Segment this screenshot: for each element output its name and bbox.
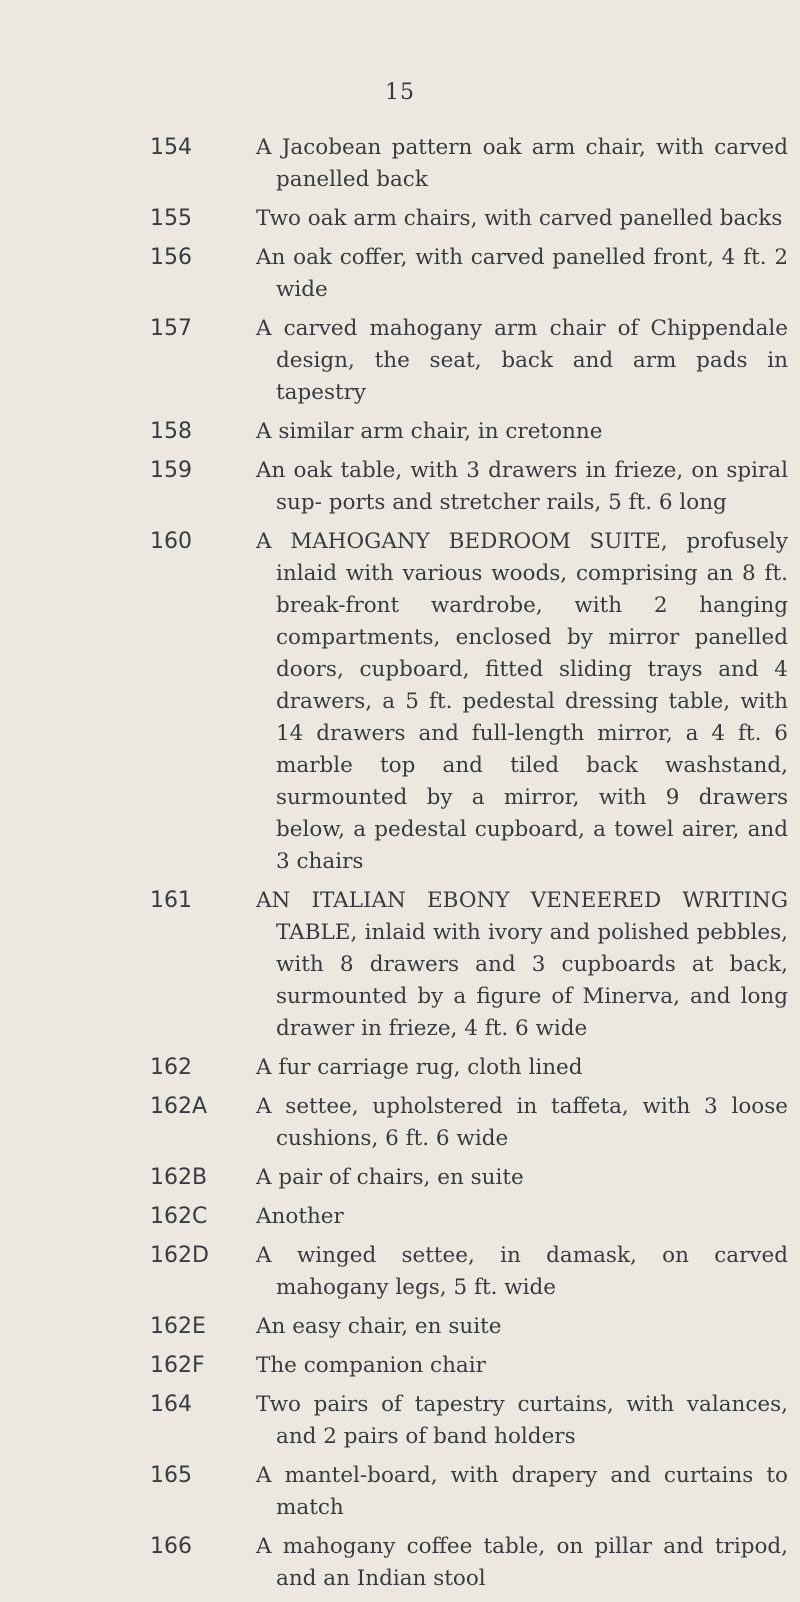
lot-description: Two oak arm chairs, with carved panelled backs bbox=[256, 206, 783, 231]
lot-description: A winged settee, in damask, on carved mahogany legs, 5 ft. wide bbox=[256, 1243, 788, 1300]
lot-description: A mahogany coffee table, on pillar and tripod, and an Indian stool bbox=[256, 1534, 788, 1591]
lot-number: 162F bbox=[150, 1353, 205, 1378]
lot-entry bbox=[0, 1311, 800, 1343]
lot-entry bbox=[0, 1052, 800, 1084]
lot-entry bbox=[0, 1162, 800, 1194]
lot-number: 164 bbox=[150, 1392, 192, 1417]
lot-entry bbox=[0, 203, 800, 235]
lot-entry bbox=[0, 1201, 800, 1233]
lot-description: A similar arm chair, in cretonne bbox=[256, 419, 603, 444]
lot-number: 157 bbox=[150, 316, 192, 341]
lot-number: 162 bbox=[150, 1055, 192, 1080]
lot-entry bbox=[0, 1460, 800, 1524]
lot-entry bbox=[0, 1091, 800, 1155]
page-number: 15 bbox=[385, 80, 415, 105]
lot-description: An easy chair, en suite bbox=[256, 1314, 502, 1339]
lot-entry bbox=[0, 1350, 800, 1382]
lot-description: A Jacobean pattern oak arm chair, with carved panelled back bbox=[256, 135, 788, 192]
lot-description: A mantel-board, with drapery and curtains to match bbox=[256, 1463, 788, 1520]
lot-description: A MAHOGANY BEDROOM SUITE, profusely inlaid with various woods, comprising an 8 ft. break-front wardrobe, with 2 hanging compartments, enclosed by mirror panelled doors, cupboard, fitted sliding trays and 4 drawers, a 5 ft. pedestal dressing table, with 14 drawers and full-length mirror, a 4 ft. 6 marble top and tiled back washstand, surmounted by a mirror, with 9 drawers below, a pedestal cupboard, a towel airer, and 3 chairs bbox=[256, 529, 788, 874]
lot-number: 154 bbox=[150, 135, 192, 160]
lot-description: A settee, upholstered in taffeta, with 3 loose cushions, 6 ft. 6 wide bbox=[256, 1094, 788, 1151]
lot-entry bbox=[0, 313, 800, 409]
lot-number: 162D bbox=[150, 1243, 209, 1268]
lot-number: 162B bbox=[150, 1165, 208, 1190]
lot-description: A carved mahogany arm chair of Chippendale design, the seat, back and arm pads in tapestry bbox=[256, 316, 788, 405]
lot-entry bbox=[0, 1389, 800, 1453]
lot-entry bbox=[0, 885, 800, 1045]
lot-entry bbox=[0, 1240, 800, 1304]
lot-entry bbox=[0, 455, 800, 519]
lot-entry bbox=[0, 242, 800, 306]
lot-description: AN ITALIAN EBONY VENEERED WRITING TABLE, inlaid with ivory and polished pebbles, with 8 drawers and 3 cupboards at back, surmounted by a figure of Minerva, and long drawer in frieze, 4 ft. 6 wide bbox=[256, 888, 788, 1041]
lot-number: 160 bbox=[150, 529, 192, 554]
lot-number: 165 bbox=[150, 1463, 192, 1488]
lot-entry bbox=[0, 526, 800, 878]
lot-description: A fur carriage rug, cloth lined bbox=[256, 1055, 583, 1080]
lot-number: 158 bbox=[150, 419, 192, 444]
lot-number: 162C bbox=[150, 1204, 208, 1229]
lot-number: 159 bbox=[150, 458, 192, 483]
lot-entry bbox=[0, 132, 800, 196]
lot-number: 162A bbox=[150, 1094, 208, 1119]
lot-description: Two pairs of tapestry curtains, with valances, and 2 pairs of band holders bbox=[256, 1392, 788, 1449]
lot-entry bbox=[0, 416, 800, 448]
lot-description: A pair of chairs, en suite bbox=[256, 1165, 524, 1190]
lot-number: 162E bbox=[150, 1314, 206, 1339]
lot-number: 166 bbox=[150, 1534, 192, 1559]
lot-number: 156 bbox=[150, 245, 192, 270]
lot-list bbox=[0, 132, 800, 1602]
lot-description: An oak table, with 3 drawers in frieze, on spiral sup- ports and stretcher rails, 5 ft. 6 long bbox=[256, 458, 788, 515]
lot-description: Another bbox=[256, 1204, 344, 1229]
lot-number: 155 bbox=[150, 206, 192, 231]
lot-description: The companion chair bbox=[256, 1353, 486, 1378]
lot-description: An oak coffer, with carved panelled front, 4 ft. 2 wide bbox=[256, 245, 788, 302]
lot-number: 161 bbox=[150, 888, 192, 913]
lot-entry bbox=[0, 1531, 800, 1595]
